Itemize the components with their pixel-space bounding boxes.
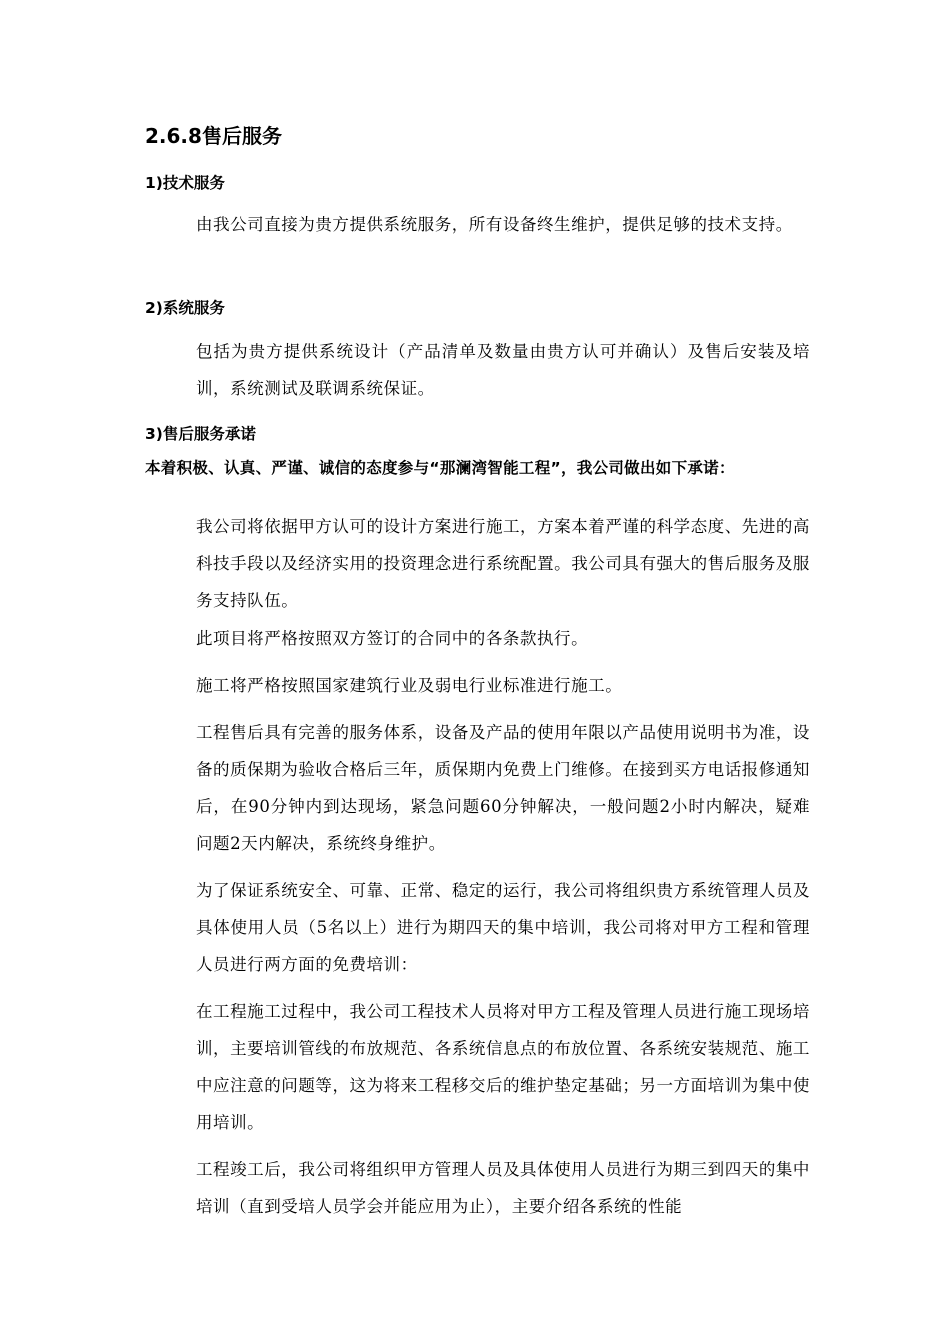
paragraph-commitment-training: 为了保证系统安全、可靠、正常、稳定的运行，我公司将组织贵方系统管理人员及具体使用人员（5名以上）进行为期四天的集中培训，我公司将对甲方工程和管理人员进行两方面的免费培训： <box>196 881 810 974</box>
paragraph-commitment-design: 我公司将依据甲方认可的设计方案进行施工，方案本着严谨的科学态度、先进的高科技手段以及经济实用的投资理念进行系统配置。我公司具有强大的售后服务及服务支持队伍。 <box>196 517 810 610</box>
section-heading: 2.6.8售后服务 <box>145 124 282 148</box>
subsection-heading-technical-service: 1)技术服务 <box>145 174 225 192</box>
commitment-intro: 本着积极、认真、严谨、诚信的态度参与“那澜湾智能工程”，我公司做出如下承诺： <box>145 459 735 477</box>
paragraph-commitment-warranty: 工程售后具有完善的服务体系，设备及产品的使用年限以产品使用说明书为准，设备的质保期为验收合格后三年，质保期内免费上门维修。在接到买方电话报修通知后，在90分钟内到达现场，紧急问题60分钟解决，一般问题2小时内解决，疑难问题2天内解决，系统终身维护。 <box>196 723 810 853</box>
paragraph-commitment-onsite-training: 在工程施工过程中，我公司工程技术人员将对甲方工程及管理人员进行施工现场培训，主要培训管线的布放规范、各系统信息点的布放位置、各系统安装规范、施工中应注意的问题等，这为将来工程移交后的维护垫定基础；另一方面培训为集中使用培训。 <box>196 1002 810 1132</box>
paragraph-commitment-standards: 施工将严格按照国家建筑行业及弱电行业标准进行施工。 <box>196 676 623 695</box>
paragraph-technical-service: 由我公司直接为贵方提供系统服务，所有设备终生维护，提供足够的技术支持。 <box>196 215 793 234</box>
paragraph-commitment-completion-training: 工程竣工后，我公司将组织甲方管理人员及具体使用人员进行为期三到四天的集中培训（直到受培人员学会并能应用为止），主要介绍各系统的性能 <box>196 1160 810 1216</box>
subsection-heading-system-service: 2)系统服务 <box>145 299 225 317</box>
paragraph-commitment-contract: 此项目将严格按照双方签订的合同中的各条款执行。 <box>196 629 589 648</box>
paragraph-system-service: 包括为贵方提供系统设计（产品清单及数量由贵方认可并确认）及售后安装及培训，系统测试及联调系统保证。 <box>196 342 810 398</box>
subsection-heading-after-sales-commitment: 3)售后服务承诺 <box>145 425 256 443</box>
